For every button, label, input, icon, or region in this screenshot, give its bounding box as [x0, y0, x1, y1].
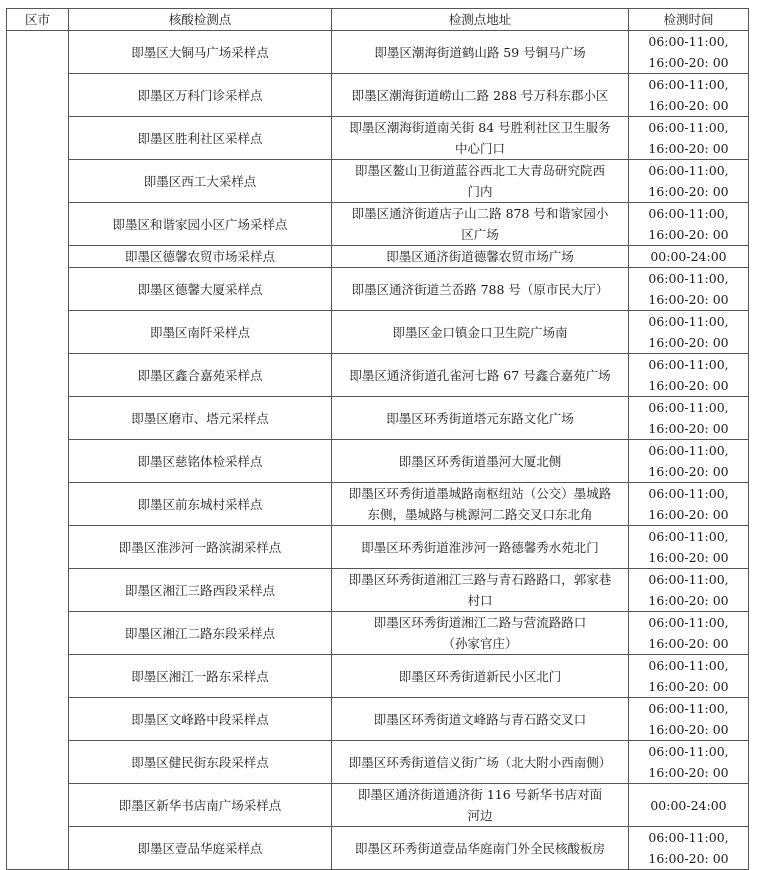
address-cell: 即墨区金口镇金口卫生院广场南 [332, 311, 629, 354]
table-row [7, 397, 749, 440]
site-name-cell: 即墨区鑫合嘉苑采样点 [69, 354, 332, 397]
table-row [7, 526, 749, 569]
header-time: 检测时间 [629, 9, 749, 31]
site-name-cell: 即墨区大铜马广场采样点 [69, 31, 332, 74]
header-site-name: 核酸检测点 [69, 9, 332, 31]
site-name-cell: 即墨区前东城村采样点 [69, 483, 332, 526]
address-cell: 即墨区环秀街道信义街广场（北大附小西南侧） [332, 741, 629, 784]
site-name-cell: 即墨区慈铭体检采样点 [69, 440, 332, 483]
site-name-cell: 即墨区磨市、塔元采样点 [69, 397, 332, 440]
time-cell: 06:00-11:00, 16:00-20: 00 [629, 268, 749, 311]
address-cell: 即墨区环秀街道新民小区北门 [332, 655, 629, 698]
site-name-cell: 即墨区西工大采样点 [69, 160, 332, 203]
address-cell: 即墨区潮海街道崂山二路 288 号万科东郡小区 [332, 74, 629, 117]
time-cell: 06:00-11:00, 16:00-20: 00 [629, 203, 749, 246]
time-cell: 06:00-11:00, 16:00-20: 00 [629, 31, 749, 74]
table-row [7, 741, 749, 784]
time-cell: 06:00-11:00, 16:00-20: 00 [629, 526, 749, 569]
site-name-cell: 即墨区文峰路中段采样点 [69, 698, 332, 741]
address-cell: 即墨区潮海街道南关街 84 号胜利社区卫生服务 中心门口 [332, 117, 629, 160]
site-name-cell: 即墨区壹品华庭采样点 [69, 827, 332, 870]
table-row [7, 246, 749, 268]
address-cell: 即墨区环秀街道墨河大厦北侧 [332, 440, 629, 483]
table-row [7, 31, 749, 74]
address-cell: 即墨区通济街道通济街 116 号新华书店对面 河边 [332, 784, 629, 827]
address-cell: 即墨区环秀街道湘江三路与青石路路口，郭家巷 村口 [332, 569, 629, 612]
site-name-cell: 即墨区湘江二路东段采样点 [69, 612, 332, 655]
table-row [7, 160, 749, 203]
table-row [7, 483, 749, 526]
address-cell: 即墨区鳌山卫街道蓝谷西北工大青岛研究院西 门内 [332, 160, 629, 203]
table-row [7, 440, 749, 483]
time-cell: 00:00-24:00 [629, 246, 749, 268]
site-name-cell: 即墨区万科门诊采样点 [69, 74, 332, 117]
site-name-cell: 即墨区德馨大厦采样点 [69, 268, 332, 311]
address-cell: 即墨区环秀街道淮涉河一路德馨秀水苑北门 [332, 526, 629, 569]
time-cell: 06:00-11:00, 16:00-20: 00 [629, 569, 749, 612]
time-cell: 06:00-11:00, 16:00-20: 00 [629, 311, 749, 354]
time-cell: 00:00-24:00 [629, 784, 749, 827]
time-cell: 06:00-11:00, 16:00-20: 00 [629, 74, 749, 117]
site-name-cell: 即墨区南阡采样点 [69, 311, 332, 354]
time-cell: 06:00-11:00, 16:00-20: 00 [629, 827, 749, 870]
header-address: 检测点地址 [332, 9, 629, 31]
site-name-cell: 即墨区胜利社区采样点 [69, 117, 332, 160]
site-name-cell: 即墨区和谐家园小区广场采样点 [69, 203, 332, 246]
address-cell: 即墨区通济街道店子山二路 878 号和谐家园小 区广场 [332, 203, 629, 246]
city-cell [7, 31, 69, 870]
table-row [7, 203, 749, 246]
table-row [7, 698, 749, 741]
address-cell: 即墨区通济街道孔雀河七路 67 号鑫合嘉苑广场 [332, 354, 629, 397]
address-cell: 即墨区环秀街道墨城路南枢纽站（公交）墨城路 东侧，墨城路与桃源河二路交叉口东北角 [332, 483, 629, 526]
site-name-cell: 即墨区新华书店南广场采样点 [69, 784, 332, 827]
table-row [7, 784, 749, 827]
address-cell: 即墨区环秀街道塔元东路文化广场 [332, 397, 629, 440]
table-row [7, 74, 749, 117]
address-cell: 即墨区潮海街道鹤山路 59 号铜马广场 [332, 31, 629, 74]
time-cell: 06:00-11:00, 16:00-20: 00 [629, 655, 749, 698]
table-row [7, 612, 749, 655]
header-row [7, 9, 749, 31]
address-cell: 即墨区通济街道德馨农贸市场广场 [332, 246, 629, 268]
time-cell: 06:00-11:00, 16:00-20: 00 [629, 354, 749, 397]
address-cell: 即墨区环秀街道壹品华庭南门外全民核酸板房 [332, 827, 629, 870]
table-body [7, 31, 749, 870]
table-row [7, 311, 749, 354]
address-cell: 即墨区环秀街道文峰路与青石路交叉口 [332, 698, 629, 741]
address-cell: 即墨区通济街道兰岙路 788 号（原市民大厅） [332, 268, 629, 311]
time-cell: 06:00-11:00, 16:00-20: 00 [629, 440, 749, 483]
site-name-cell: 即墨区德馨农贸市场采样点 [69, 246, 332, 268]
site-name-cell: 即墨区健民街东段采样点 [69, 741, 332, 784]
table-row [7, 354, 749, 397]
table-row [7, 655, 749, 698]
table-row [7, 569, 749, 612]
time-cell: 06:00-11:00, 16:00-20: 00 [629, 117, 749, 160]
table-row [7, 827, 749, 870]
time-cell: 06:00-11:00, 16:00-20: 00 [629, 397, 749, 440]
table-row [7, 117, 749, 160]
time-cell: 06:00-11:00, 16:00-20: 00 [629, 483, 749, 526]
site-name-cell: 即墨区淮涉河一路滨湖采样点 [69, 526, 332, 569]
time-cell: 06:00-11:00, 16:00-20: 00 [629, 612, 749, 655]
site-name-cell: 即墨区湘江三路西段采样点 [69, 569, 332, 612]
testing-sites-table [6, 8, 749, 870]
address-cell: 即墨区环秀街道湘江二路与营流路路口 （孙家官庄） [332, 612, 629, 655]
header-city: 区市 [7, 9, 69, 31]
time-cell: 06:00-11:00, 16:00-20: 00 [629, 160, 749, 203]
time-cell: 06:00-11:00, 16:00-20: 00 [629, 698, 749, 741]
site-name-cell: 即墨区湘江一路东采样点 [69, 655, 332, 698]
table-row [7, 268, 749, 311]
time-cell: 06:00-11:00, 16:00-20: 00 [629, 741, 749, 784]
